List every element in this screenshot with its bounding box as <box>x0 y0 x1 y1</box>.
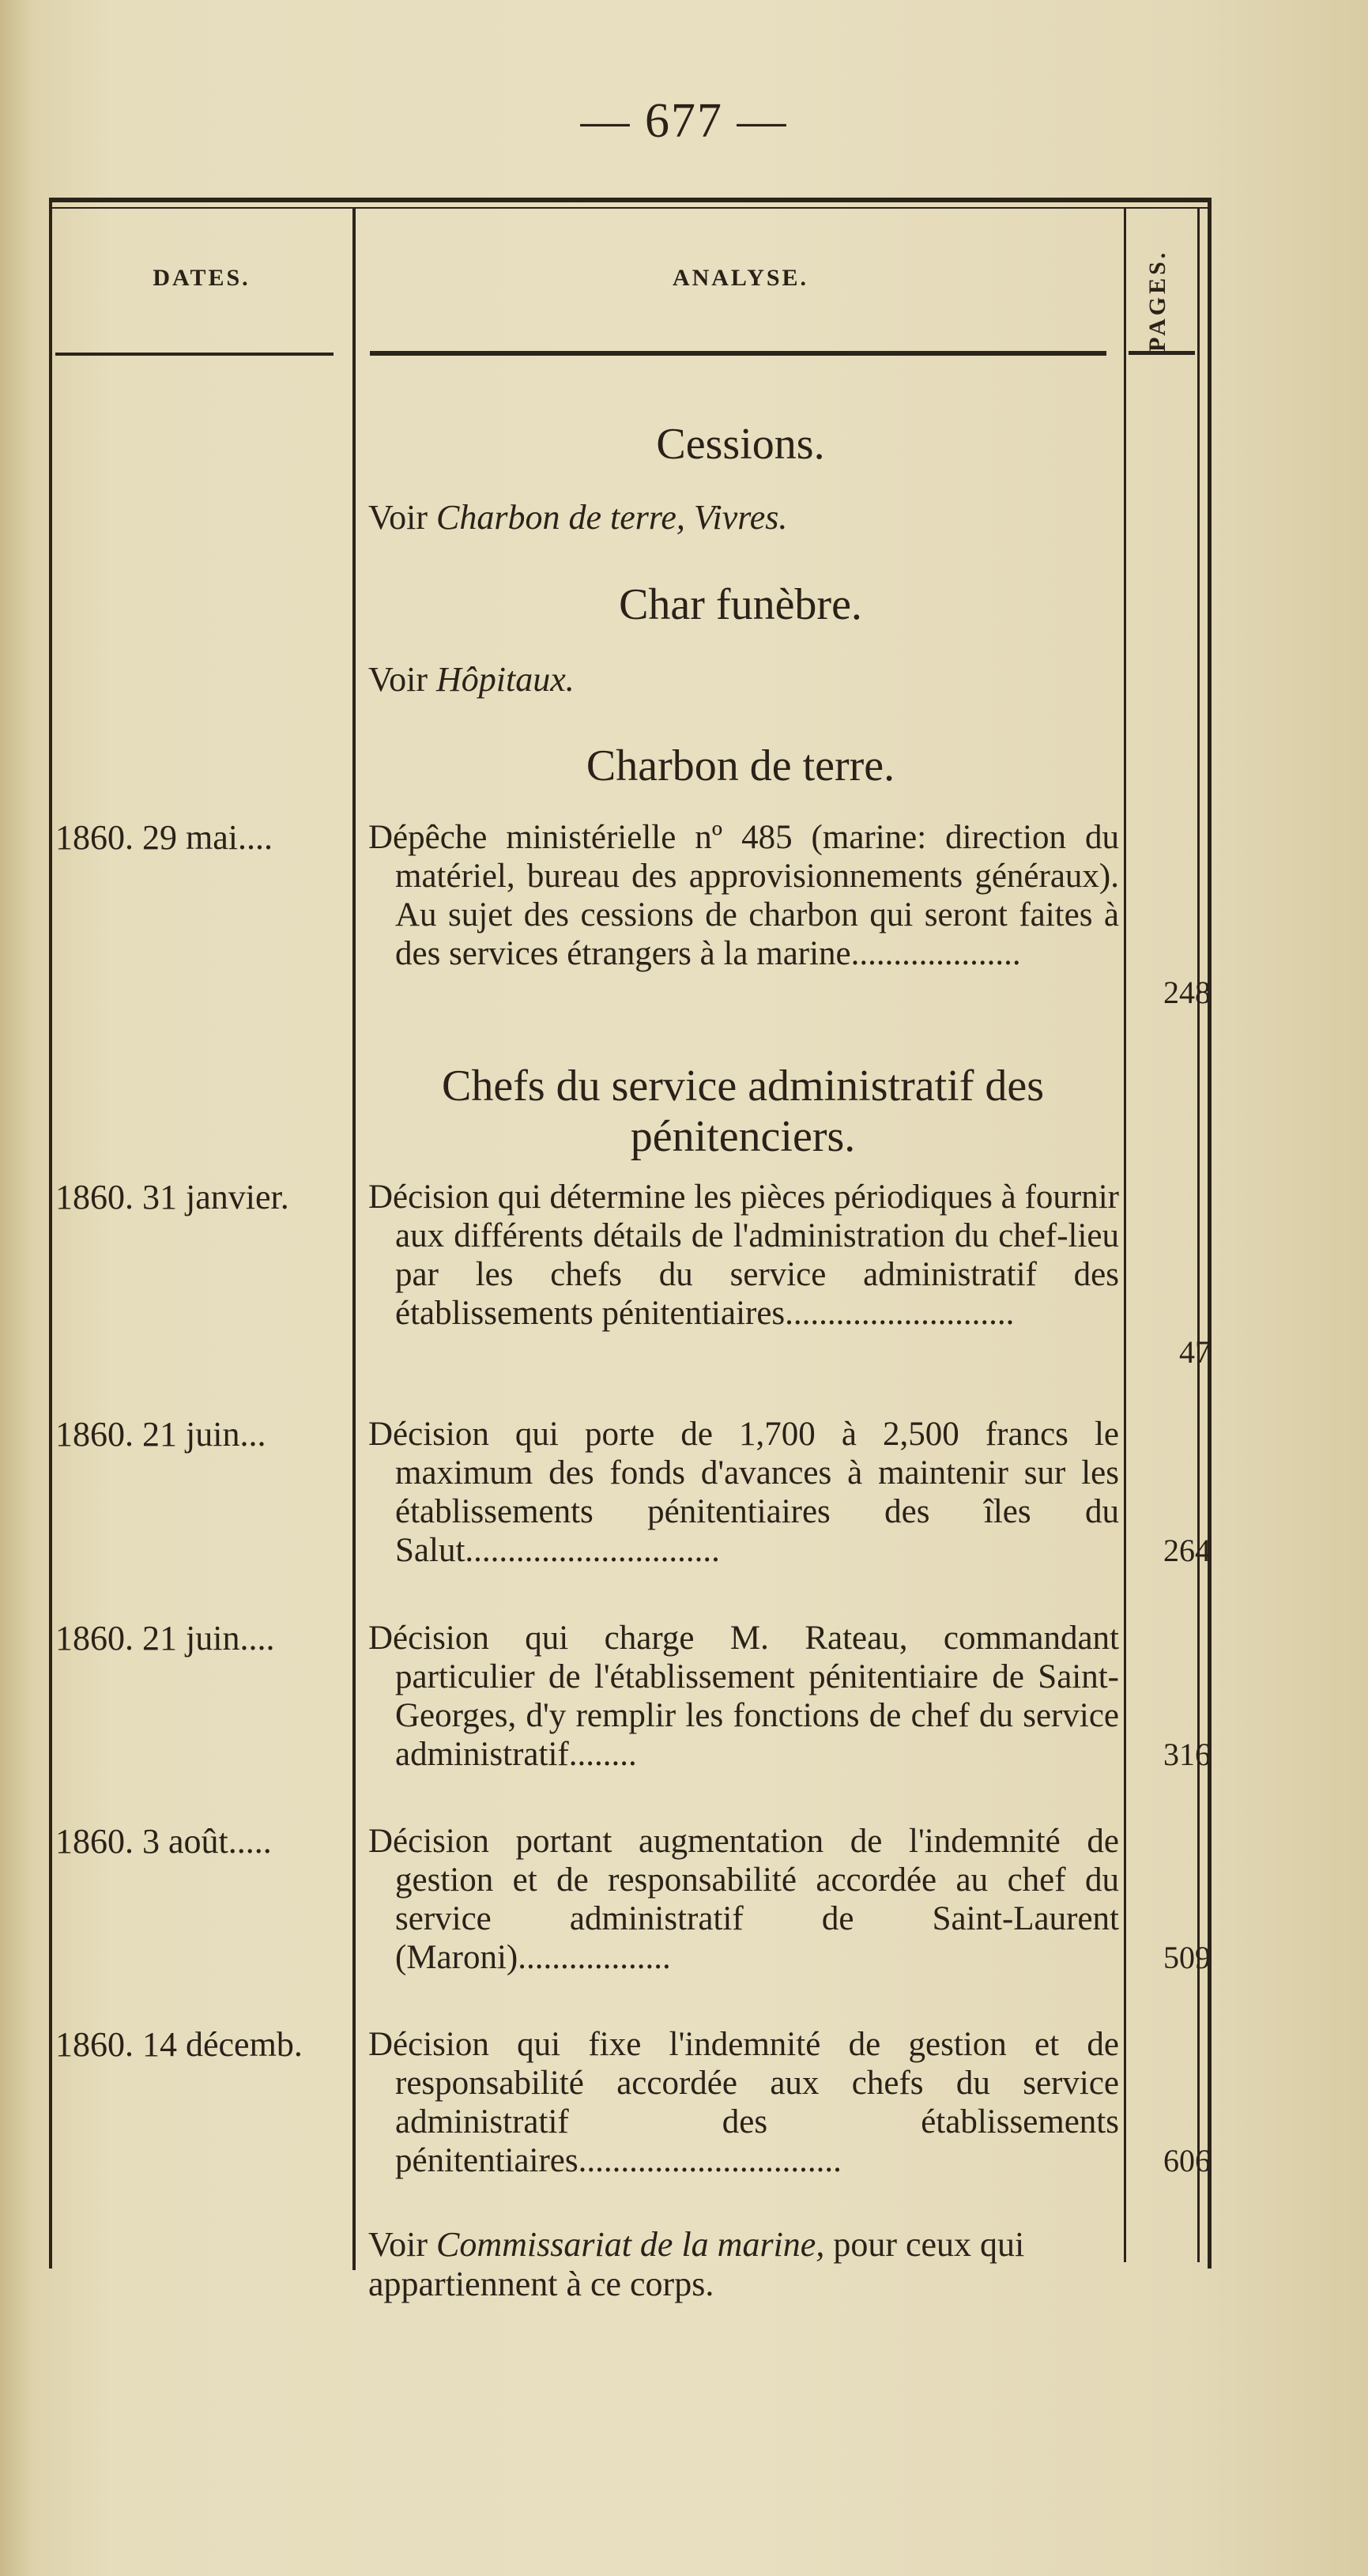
ref-text: Charbon de terre, Vivres. <box>435 498 788 537</box>
entry-page: 316 <box>1163 1737 1211 1772</box>
section-ref-char-funebre <box>368 660 1119 700</box>
header-analyse: ANALYSE. <box>672 265 809 291</box>
entry-page: 248 <box>1163 975 1211 1010</box>
page-number: — 677 — <box>580 94 788 148</box>
header-rule-analyse <box>370 351 1106 356</box>
ref-prefix: Voir <box>368 660 428 699</box>
final-ref-suffix: pour ceux qui appartiennent à ce corps. <box>368 2225 1025 2303</box>
entry-page: 264 <box>1163 1533 1211 1568</box>
entry-date: 1860. 3 août..... <box>55 1822 272 1861</box>
table-left-border <box>49 198 52 2269</box>
section-title-chefs: Chefs du service administratif des pénitenciers. <box>441 1062 1044 1161</box>
column-divider-dates <box>352 207 356 2270</box>
entry-paragraph: Décision qui détermine les pièces périodiques à fournir aux différents détails de l'administration du chef-lieu par les chefs du service administratif des établissements pénitentiaires........................... <box>368 1179 1119 1332</box>
entry-paragraph: Décision qui charge M. Rateau, commandant particulier de l'établissement pénitentiaire de Saint-Georges, d'y remplir les fonctions de chef du service administratif........ <box>368 1620 1119 1773</box>
entry-page: 606 <box>1163 2143 1211 2178</box>
header-dates: DATES. <box>153 265 251 291</box>
section-title-char-funebre: Char funèbre. <box>619 580 862 629</box>
entry-paragraph: Décision portant augmentation de l'indemnité de gestion et de responsabilité accordée au chef du service administratif de Saint-Laurent (Maroni).................. <box>368 1823 1119 1976</box>
entry-page: 509 <box>1163 1940 1211 1975</box>
entry-date: 1860. 21 juin.... <box>55 1619 275 1658</box>
section-title-cessions: Cessions. <box>656 420 825 469</box>
entry-text <box>368 1415 1119 1570</box>
entry-paragraph: Décision qui porte de 1,700 à 2,500 francs le maximum des fonds d'avances à maintenir sur les établissements pénitentiaires des îles du Salut.............................. <box>368 1416 1119 1569</box>
ref-prefix: Voir <box>368 498 428 537</box>
entry-date: 1860. 14 décemb. <box>55 2025 303 2064</box>
final-ref <box>368 2225 1119 2304</box>
table-top-rule <box>49 198 1211 202</box>
table-top-rule-thin <box>49 207 1211 209</box>
entry-text <box>368 1619 1119 1774</box>
section-title-charbon: Charbon de terre. <box>586 741 895 790</box>
entry-date: 1860. 29 mai.... <box>55 818 273 857</box>
ref-text: Hôpitaux. <box>435 660 575 699</box>
entry-text <box>368 2025 1119 2180</box>
final-ref-prefix: Voir <box>368 2225 428 2264</box>
header-pages: PAGES. <box>1144 249 1170 352</box>
final-ref-italic: Commissariat de la marine, <box>435 2225 825 2264</box>
entry-text <box>368 1822 1119 1977</box>
entry-text <box>368 818 1119 973</box>
section-ref-cessions <box>368 498 1119 537</box>
entry-date: 1860. 31 janvier. <box>55 1178 289 1216</box>
entry-page: 47 <box>1179 1334 1211 1370</box>
entry-paragraph: Décision qui fixe l'indemnité de gestion et de responsabilité accordée aux chefs du service administratif des établissements pénitentiaires............................... <box>368 2026 1119 2179</box>
entry-paragraph: Dépêche ministérielle nº 485 (marine: direction du matériel, bureau des approvisionnements généraux). Au sujet des cessions de charbon qui seront faites à des services étrangers à la marine.................... <box>368 819 1119 972</box>
header-rule-dates <box>55 353 334 356</box>
entry-date: 1860. 21 juin... <box>55 1415 266 1454</box>
entry-text <box>368 1178 1119 1333</box>
